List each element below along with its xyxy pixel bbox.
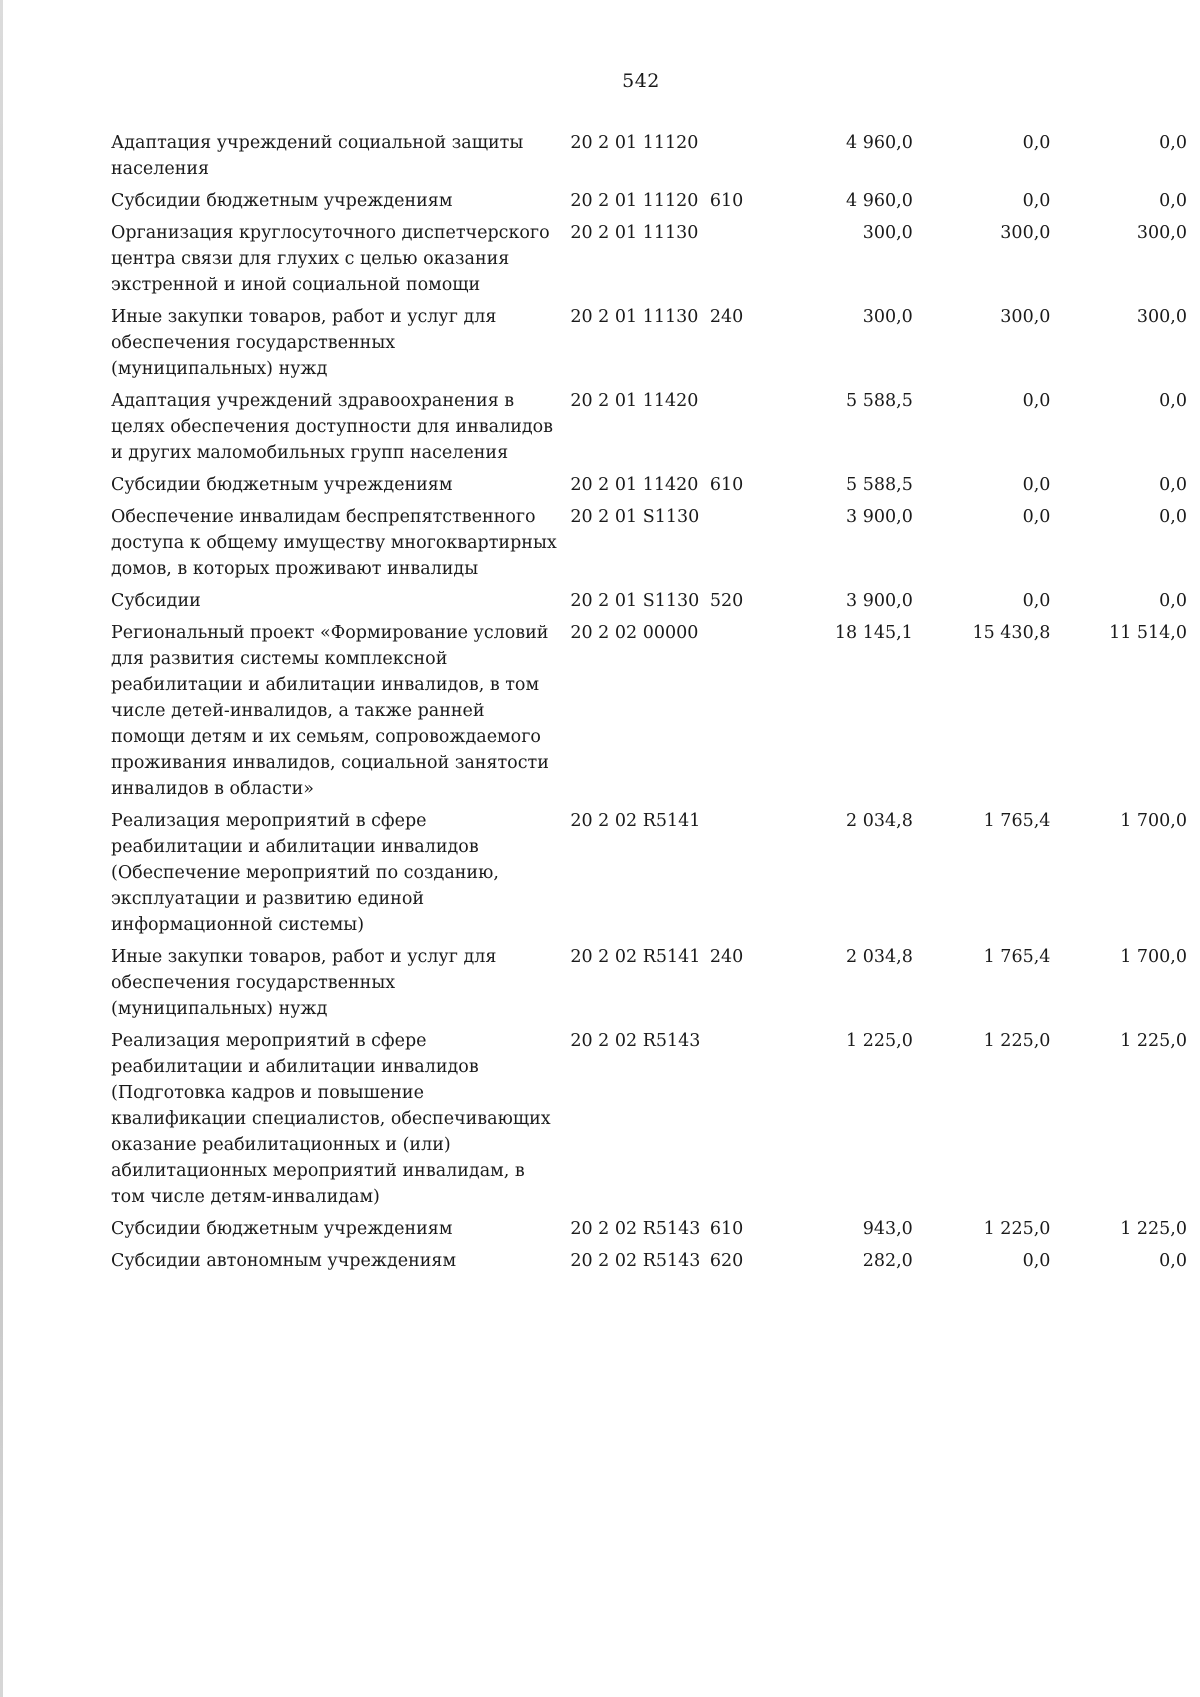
item-name: Иные закупки товаров, работ и услуг для обеспечения государственных (муниципальных) нужд — [111, 307, 497, 379]
amount-year-2: 1 225,0 — [983, 1031, 1051, 1051]
item-name: Обеспечение инвалидам беспрепятственного доступа к общему имуществу многоквартирных домов, в которых проживают инвалиды — [111, 507, 557, 579]
amount-year-1: 18 145,1 — [834, 623, 913, 643]
item-name: Иные закупки товаров, работ и услуг для обеспечения государственных (муниципальных) нужд — [111, 947, 497, 1019]
target-code: 20 2 01 S1130 — [570, 507, 700, 527]
amount-year-3: 0,0 — [1159, 1251, 1187, 1271]
item-name: Адаптация учреждений здравоохранения в целях обеспечения доступности для инвалидов и других маломобильных групп населения — [111, 391, 554, 463]
table-row — [111, 1028, 1187, 1210]
amount-year-1: 943,0 — [862, 1219, 913, 1239]
expense-type-code: 610 — [709, 475, 744, 495]
table-row — [111, 1248, 1187, 1274]
amount-year-3: 11 514,0 — [1109, 623, 1187, 643]
amount-year-1: 5 588,5 — [846, 475, 913, 495]
item-name: Субсидии бюджетным учреждениям — [111, 191, 453, 211]
table-row — [111, 220, 1187, 298]
amount-year-1: 3 900,0 — [846, 507, 913, 527]
amount-year-1: 2 034,8 — [846, 811, 913, 831]
expense-type-code: 610 — [709, 191, 744, 211]
target-code: 20 2 02 R5143 — [570, 1219, 701, 1239]
amount-year-2: 1 225,0 — [983, 1219, 1051, 1239]
item-name: Субсидии автономным учреждениям — [111, 1251, 457, 1271]
amount-year-3: 1 225,0 — [1120, 1219, 1187, 1239]
amount-year-3: 0,0 — [1159, 507, 1187, 527]
expense-type-code: 240 — [709, 307, 744, 327]
amount-year-2: 300,0 — [1000, 223, 1051, 243]
table-row — [111, 620, 1187, 802]
table-row — [111, 588, 1187, 614]
table-row — [111, 504, 1187, 582]
amount-year-2: 15 430,8 — [972, 623, 1051, 643]
target-code: 20 2 02 R5141 — [570, 811, 701, 831]
amount-year-2: 1 765,4 — [983, 947, 1051, 967]
amount-year-2: 300,0 — [1000, 307, 1051, 327]
item-name: Субсидии бюджетным учреждениям — [111, 1219, 453, 1239]
target-code: 20 2 01 11130 — [570, 307, 699, 327]
amount-year-1: 300,0 — [862, 223, 913, 243]
amount-year-2: 0,0 — [1022, 475, 1051, 495]
table-row — [111, 944, 1187, 1022]
item-name: Адаптация учреждений социальной защиты населения — [111, 133, 524, 179]
target-code: 20 2 01 11130 — [570, 223, 699, 243]
table-row — [111, 808, 1187, 938]
page-number: 542 — [622, 70, 660, 92]
amount-year-3: 1 225,0 — [1120, 1031, 1187, 1051]
target-code: 20 2 01 11420 — [570, 475, 699, 495]
amount-year-1: 4 960,0 — [846, 191, 913, 211]
amount-year-1: 2 034,8 — [846, 947, 913, 967]
amount-year-3: 0,0 — [1159, 591, 1187, 611]
item-name: Субсидии бюджетным учреждениям — [111, 475, 453, 495]
target-code: 20 2 02 00000 — [570, 623, 699, 643]
table-row — [111, 188, 1187, 214]
amount-year-1: 300,0 — [862, 307, 913, 327]
amount-year-3: 0,0 — [1159, 391, 1187, 411]
amount-year-3: 300,0 — [1136, 223, 1187, 243]
amount-year-2: 1 765,4 — [983, 811, 1051, 831]
amount-year-1: 5 588,5 — [846, 391, 913, 411]
amount-year-3: 1 700,0 — [1120, 811, 1187, 831]
item-name: Реализация мероприятий в сфере реабилитации и абилитации инвалидов (Подготовка кадров и повышение квалификации специалистов, обеспечивающих оказание реабилитационных и (или) абилитационных мероприятий инвалидам, в том числе детям-инвалидам) — [111, 1031, 551, 1207]
table-row — [111, 1216, 1187, 1242]
expense-type-code: 520 — [709, 591, 744, 611]
table-row — [111, 304, 1187, 382]
amount-year-3: 0,0 — [1159, 133, 1187, 153]
expense-type-code: 620 — [709, 1251, 744, 1271]
amount-year-3: 300,0 — [1136, 307, 1187, 327]
table-row — [111, 472, 1187, 498]
item-name: Организация круглосуточного диспетчерского центра связи для глухих с целью оказания экстренной и иной социальной помощи — [111, 223, 550, 295]
budget-table — [111, 130, 1187, 1280]
amount-year-1: 4 960,0 — [846, 133, 913, 153]
amount-year-3: 1 700,0 — [1120, 947, 1187, 967]
expense-type-code: 610 — [709, 1219, 744, 1239]
target-code: 20 2 02 R5143 — [570, 1031, 701, 1051]
amount-year-2: 0,0 — [1022, 191, 1051, 211]
target-code: 20 2 01 S1130 — [570, 591, 700, 611]
expense-type-code: 240 — [709, 947, 744, 967]
amount-year-1: 282,0 — [862, 1251, 913, 1271]
amount-year-2: 0,0 — [1022, 1251, 1051, 1271]
amount-year-2: 0,0 — [1022, 133, 1051, 153]
item-name: Субсидии — [111, 591, 201, 611]
item-name: Реализация мероприятий в сфере реабилитации и абилитации инвалидов (Обеспечение мероприятий по созданию, эксплуатации и развитию единой информационной системы) — [111, 811, 499, 935]
amount-year-2: 0,0 — [1022, 391, 1051, 411]
amount-year-3: 0,0 — [1159, 191, 1187, 211]
scan-edge — [0, 0, 3, 1697]
target-code: 20 2 01 11120 — [570, 191, 699, 211]
amount-year-1: 3 900,0 — [846, 591, 913, 611]
amount-year-3: 0,0 — [1159, 475, 1187, 495]
target-code: 20 2 02 R5141 — [570, 947, 701, 967]
target-code: 20 2 02 R5143 — [570, 1251, 701, 1271]
target-code: 20 2 01 11120 — [570, 133, 699, 153]
amount-year-1: 1 225,0 — [846, 1031, 913, 1051]
table-row — [111, 130, 1187, 182]
amount-year-2: 0,0 — [1022, 591, 1051, 611]
target-code: 20 2 01 11420 — [570, 391, 699, 411]
amount-year-2: 0,0 — [1022, 507, 1051, 527]
item-name: Региональный проект «Формирование условий для развития системы комплексной реабилитации и абилитации инвалидов, в том числе детей-инвалидов, а также ранней помощи детям и их семьям, сопровождаемого проживания инвалидов, социальной занятости инвалидов в области» — [111, 623, 549, 799]
table-row — [111, 388, 1187, 466]
